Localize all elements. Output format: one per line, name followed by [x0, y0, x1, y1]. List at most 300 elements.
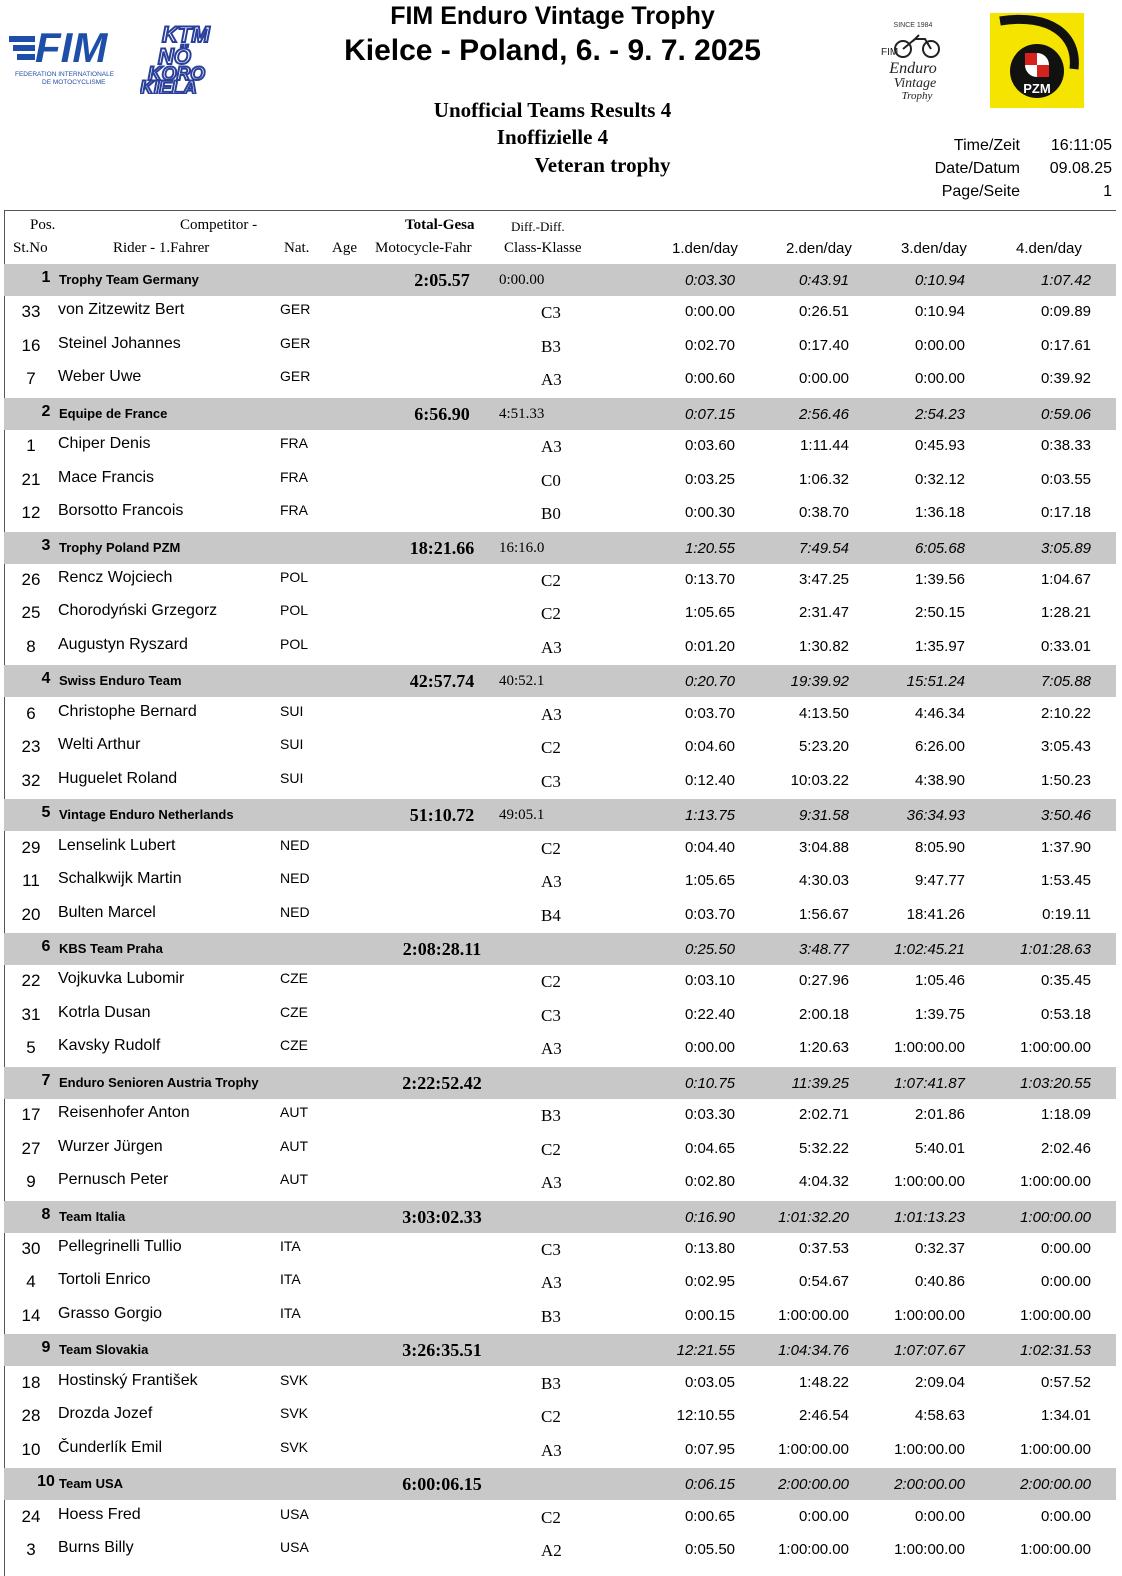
time-label: Time/Zeit	[953, 137, 1020, 154]
col-rider: Rider - 1.Fahrer	[113, 240, 210, 256]
team-row	[4, 799, 1116, 831]
col-diff: Diff.-Diff.	[511, 219, 565, 234]
rider-nation: GER	[280, 301, 311, 318]
rider-day-2: 1:00:00.00	[778, 1541, 849, 1558]
rider-start-number: 7	[26, 369, 36, 389]
rider-start-number: 27	[21, 1138, 41, 1158]
rider-nation: POL	[280, 635, 309, 652]
rider-name: Kotrla Dusan	[58, 1003, 151, 1021]
rider-start-number: 21	[21, 469, 41, 489]
team-name: Trophy Team Germany	[59, 272, 199, 287]
rider-row	[4, 766, 1116, 799]
rider-start-number: 18	[21, 1372, 41, 1392]
rider-name: Drozda Jozef	[58, 1405, 153, 1423]
rider-nation: FRA	[280, 468, 308, 485]
rider-nation: NED	[280, 903, 310, 920]
team-position: 7	[41, 1071, 51, 1089]
rider-day-2: 1:11.44	[800, 437, 849, 455]
rider-class: A3	[541, 704, 562, 724]
team-day-1: 0:07.15	[684, 405, 735, 423]
team-day-2: 11:39.25	[791, 1074, 849, 1092]
col-stno: St.No	[13, 240, 48, 256]
rider-class: B3	[541, 336, 561, 356]
rider-day-3: 1:39.56	[914, 570, 965, 588]
rider-row	[4, 1368, 1116, 1401]
rider-day-2: 1:48.22	[798, 1373, 849, 1391]
rider-day-1: 0:01.20	[684, 637, 735, 655]
rider-row	[4, 1267, 1116, 1300]
rider-nation: FRA	[280, 435, 308, 452]
rider-start-number: 29	[21, 837, 41, 857]
rider-day-2: 1:06.32	[798, 470, 849, 488]
col-day1: 1.den/day	[672, 240, 738, 257]
team-name: Trophy Poland PZM	[59, 539, 181, 555]
team-day-3: 0:10.94	[914, 272, 965, 289]
rider-row	[4, 900, 1116, 933]
rider-day-2: 2:46.54	[798, 1407, 849, 1425]
rider-nation: SVK	[280, 1438, 309, 1455]
rider-class: A3	[541, 437, 562, 457]
rider-start-number: 22	[21, 971, 41, 991]
col-age: Age	[332, 240, 357, 256]
rider-day-3: 1:00:00.00	[894, 1541, 965, 1558]
col-total: Total-Gesa	[405, 217, 475, 233]
rider-class: C2	[541, 1407, 561, 1427]
rider-name: Chorodyński Grzegorz	[58, 602, 218, 620]
team-day-2: 1:01:32.20	[778, 1208, 849, 1226]
rider-day-1: 0:03.10	[684, 972, 735, 990]
team-day-1: 0:20.70	[684, 673, 735, 691]
rider-row	[4, 498, 1116, 531]
rider-nation: AUT	[280, 1171, 308, 1188]
rider-day-2: 2:31.47	[798, 604, 849, 622]
rider-day-3: 1:36.18	[914, 504, 965, 522]
rider-row	[4, 1167, 1116, 1200]
rider-name: Grasso Gorgio	[58, 1304, 163, 1322]
rider-day-3: 0:32.12	[914, 470, 965, 488]
rider-row	[4, 1100, 1116, 1133]
rider-day-2: 10:03.22	[790, 771, 849, 789]
rider-day-2: 0:00.00	[798, 370, 849, 388]
rider-start-number: 17	[21, 1105, 41, 1125]
rider-day-2: 4:13.50	[798, 704, 849, 722]
team-day-3: 1:02:45.21	[894, 941, 965, 958]
rider-day-2: 4:04.32	[798, 1173, 849, 1191]
rider-name: Vojkuvka Lubomir	[58, 970, 185, 988]
svg-text:Enduro: Enduro	[889, 60, 937, 77]
rider-day-2: 1:30.82	[798, 637, 849, 655]
rider-day-1: 1:05.65	[684, 872, 735, 889]
svg-text:KTM: KTM	[162, 22, 210, 47]
rider-day-1: 0:22.40	[684, 1005, 735, 1023]
rider-name: Weber Uwe	[58, 368, 142, 386]
rider-day-1: 0:03.60	[684, 437, 735, 455]
rider-day-3: 1:05.46	[914, 972, 965, 990]
rider-row	[4, 866, 1116, 899]
rider-name: Hoess Fred	[58, 1505, 141, 1523]
rider-day-1: 0:03.70	[684, 905, 735, 923]
rider-start-number: 28	[21, 1406, 41, 1426]
rider-row	[4, 565, 1116, 598]
team-position: 2	[41, 402, 51, 420]
rider-class: C2	[541, 972, 561, 992]
rider-day-2: 4:30.03	[798, 872, 849, 889]
team-day-3: 6:05.68	[914, 539, 965, 557]
team-day-4: 7:05.88	[1040, 673, 1091, 691]
rider-day-1: 0:03.25	[684, 470, 735, 488]
team-diff: 49:05.1	[499, 807, 545, 824]
rider-day-1: 0:03.70	[684, 704, 735, 722]
rider-day-1: 0:00.00	[684, 303, 735, 321]
rider-row	[4, 1033, 1116, 1066]
team-row	[4, 665, 1116, 697]
rider-name: Burns Billy	[58, 1539, 134, 1556]
rider-row	[4, 1000, 1116, 1033]
rider-day-4: 0:39.92	[1040, 370, 1091, 388]
rider-row	[4, 364, 1116, 397]
rider-start-number: 12	[21, 503, 41, 523]
rider-class: C2	[541, 1507, 561, 1527]
rider-name: Schalkwijk Martin	[58, 870, 182, 887]
rider-class: C3	[541, 1005, 561, 1025]
team-day-4: 2:00:00.00	[1020, 1476, 1091, 1494]
col-competitor: Competitor -	[180, 217, 258, 233]
rider-start-number: 6	[26, 703, 36, 723]
rider-day-3: 0:00.00	[914, 336, 965, 354]
rider-row	[4, 1502, 1116, 1535]
rider-row	[4, 632, 1116, 665]
rider-day-4: 0:00.00	[1040, 1507, 1091, 1525]
team-day-2: 2:56.46	[798, 405, 849, 423]
rider-class: C2	[541, 604, 561, 624]
rider-day-4: 1:04.67	[1040, 570, 1091, 588]
rider-row	[4, 1435, 1116, 1468]
rider-row	[4, 465, 1116, 498]
rider-start-number: 1	[26, 436, 36, 456]
team-row	[4, 1468, 1116, 1500]
rider-day-3: 1:00:00.00	[894, 1173, 965, 1191]
rider-class: B3	[541, 1373, 561, 1393]
rider-day-3: 2:09.04	[914, 1373, 965, 1391]
team-total-time: 3:03:02.33	[402, 1206, 482, 1227]
rider-day-1: 0:05.50	[684, 1541, 735, 1558]
team-day-4: 1:02:31.53	[1020, 1342, 1091, 1360]
team-diff: 0:00.00	[499, 272, 545, 288]
rider-day-3: 2:50.15	[914, 604, 965, 622]
col-nat: Nat.	[284, 240, 310, 256]
rider-day-3: 1:00:00.00	[894, 1440, 965, 1458]
svg-text:Vintage: Vintage	[893, 76, 937, 91]
rider-day-4: 0:38.33	[1040, 437, 1091, 455]
team-day-1: 0:25.50	[684, 941, 735, 958]
rider-nation: CZE	[280, 1003, 308, 1020]
rider-name: von Zitzewitz Bert	[58, 301, 185, 319]
rider-name: Christophe Bernard	[58, 702, 197, 720]
rider-day-1: 0:02.80	[684, 1173, 735, 1191]
team-diff: 16:16.0	[499, 539, 545, 556]
rider-class: C2	[541, 738, 561, 758]
rider-day-4: 2:10.22	[1040, 704, 1091, 722]
rider-day-4: 1:50.23	[1040, 771, 1091, 789]
rider-day-2: 5:32.22	[798, 1139, 849, 1157]
svg-text:SINCE 1984: SINCE 1984	[893, 22, 933, 29]
rider-day-1: 0:00.00	[684, 1039, 735, 1057]
rider-day-1: 0:04.40	[684, 838, 735, 856]
rider-day-1: 0:03.30	[684, 1106, 735, 1124]
svg-text:PZM: PZM	[1023, 81, 1051, 96]
rider-day-4: 3:05.43	[1040, 738, 1091, 756]
rider-nation: CZE	[280, 970, 308, 987]
rider-class: C3	[541, 771, 561, 791]
rider-class: B4	[541, 905, 561, 925]
rider-class: C0	[541, 470, 561, 490]
rider-nation: GER	[280, 368, 311, 385]
rider-class: C2	[541, 1139, 561, 1159]
col-day3: 3.den/day	[901, 240, 967, 257]
rider-start-number: 26	[21, 569, 41, 589]
rider-day-1: 1:05.65	[684, 604, 735, 622]
team-row	[4, 264, 1116, 296]
team-name: Vintage Enduro Netherlands	[59, 807, 234, 823]
rider-start-number: 32	[21, 770, 41, 790]
rider-day-4: 0:17.18	[1040, 504, 1091, 522]
team-position: 10	[37, 1473, 55, 1491]
rider-day-3: 0:40.86	[914, 1273, 965, 1291]
rider-name: Hostinský František	[58, 1371, 198, 1389]
rider-day-1: 0:04.65	[684, 1139, 735, 1157]
rider-day-1: 0:00.65	[684, 1507, 735, 1525]
svg-text:FEDERATION INTERNATIONALE: FEDERATION INTERNATIONALE	[15, 71, 115, 78]
rider-nation: GER	[280, 334, 311, 351]
team-day-2: 19:39.92	[790, 673, 849, 691]
team-diff: 4:51.33	[499, 405, 545, 422]
col-class: Class-Klasse	[504, 240, 582, 256]
team-day-3: 36:34.93	[906, 807, 965, 825]
rider-name: Čunderlík Emil	[58, 1438, 163, 1456]
team-position: 4	[41, 670, 51, 688]
team-day-2: 7:49.54	[798, 539, 849, 557]
rider-day-2: 0:27.96	[798, 972, 849, 990]
rider-day-4: 0:00.00	[1040, 1273, 1091, 1291]
rider-class: A3	[541, 872, 562, 891]
rider-row	[4, 1234, 1116, 1267]
team-day-2: 9:31.58	[798, 807, 849, 825]
team-day-1: 0:06.15	[684, 1476, 735, 1494]
rider-day-2: 0:54.67	[798, 1273, 849, 1291]
category-title: Veteran trophy	[534, 153, 671, 177]
svg-text:Trophy: Trophy	[901, 90, 933, 102]
rider-day-1: 0:02.70	[684, 336, 735, 354]
page-label: Page/Seite	[941, 183, 1020, 200]
svg-text:FIM: FIM	[881, 47, 899, 58]
team-day-1: 1:13.75	[684, 807, 735, 825]
time-value: 16:11:05	[1050, 137, 1112, 154]
team-name: Equipe de France	[59, 405, 168, 421]
rider-day-4: 1:34.01	[1040, 1407, 1091, 1425]
rider-start-number: 16	[21, 335, 41, 355]
rider-nation: ITA	[280, 1304, 301, 1321]
rider-day-4: 1:00:00.00	[1020, 1039, 1091, 1057]
rider-day-2: 0:37.53	[798, 1239, 849, 1257]
team-day-3: 1:07:41.87	[894, 1074, 965, 1092]
rider-day-4: 1:00:00.00	[1020, 1173, 1091, 1191]
rider-name: Borsotto Francois	[58, 502, 184, 520]
team-total-time: 2:08:28.11	[402, 939, 482, 959]
rider-row	[4, 431, 1116, 464]
rider-start-number: 30	[21, 1238, 41, 1258]
rider-row	[4, 966, 1116, 999]
team-day-3: 1:01:13.23	[894, 1208, 965, 1226]
rider-day-3: 8:05.90	[914, 838, 965, 856]
col-pos: Pos.	[30, 217, 56, 233]
rider-day-2: 0:26.51	[798, 303, 849, 321]
rider-start-number: 25	[21, 603, 41, 623]
rider-day-3: 1:39.75	[914, 1005, 965, 1023]
rider-class: A3	[541, 1273, 562, 1293]
team-position: 3	[41, 536, 51, 554]
rider-row	[4, 331, 1116, 364]
rider-name: Chiper Denis	[58, 435, 151, 453]
team-total-time: 51:10.72	[409, 805, 475, 826]
rider-nation: USA	[280, 1539, 309, 1555]
rider-nation: NED	[280, 836, 310, 853]
rider-class: B3	[541, 1106, 561, 1126]
team-total-time: 6:56.90	[414, 403, 470, 424]
team-row	[4, 933, 1116, 965]
rider-day-2: 1:20.63	[798, 1039, 849, 1057]
rider-start-number: 3	[26, 1540, 36, 1559]
rider-start-number: 23	[21, 737, 41, 757]
team-day-4: 1:03:20.55	[1020, 1074, 1091, 1092]
team-diff: 40:52.1	[499, 673, 545, 690]
rider-name: Kavsky Rudolf	[58, 1037, 161, 1055]
rider-start-number: 14	[21, 1305, 41, 1325]
rider-day-3: 4:46.34	[914, 704, 965, 722]
rider-day-2: 3:04.88	[798, 838, 849, 856]
rider-day-4: 1:53.45	[1040, 872, 1091, 889]
team-position: 9	[41, 1339, 51, 1357]
rider-day-3: 0:00.00	[914, 1507, 965, 1525]
rider-day-1: 0:02.95	[684, 1273, 735, 1291]
team-day-4: 1:01:28.63	[1020, 941, 1091, 958]
rider-day-1: 0:03.05	[684, 1373, 735, 1391]
team-name: Team USA	[59, 1476, 124, 1492]
rider-day-1: 12:10.55	[676, 1407, 735, 1425]
rider-day-4: 0:17.61	[1040, 336, 1091, 354]
team-total-time: 3:26:35.51	[402, 1340, 482, 1361]
rider-row	[4, 1535, 1116, 1568]
rider-day-4: 1:28.21	[1040, 604, 1091, 622]
rider-row	[4, 297, 1116, 330]
rider-start-number: 9	[26, 1172, 36, 1192]
team-name: Swiss Enduro Team	[59, 673, 182, 689]
results-title: Unofficial Teams Results 4	[433, 98, 672, 122]
rider-nation: POL	[280, 602, 309, 619]
rider-nation: CZE	[280, 1037, 308, 1054]
team-day-1: 0:16.90	[684, 1208, 735, 1226]
rider-day-4: 0:09.89	[1040, 303, 1091, 321]
team-day-2: 2:00:00.00	[778, 1476, 849, 1494]
rider-name: Huguelet Roland	[58, 769, 178, 787]
rider-day-3: 4:38.90	[914, 771, 965, 789]
rider-day-2: 0:38.70	[798, 504, 849, 522]
rider-day-2: 2:02.71	[798, 1106, 849, 1124]
rider-row	[4, 1301, 1116, 1334]
team-day-4: 3:05.89	[1040, 539, 1091, 557]
svg-text:KIELA: KIELA	[140, 78, 197, 94]
rider-nation: AUT	[280, 1104, 308, 1121]
rider-class: A3	[541, 1039, 562, 1059]
rider-class: A2	[541, 1541, 562, 1560]
rider-class: C2	[541, 838, 561, 858]
rider-name: Welti Arthur	[58, 736, 141, 754]
rider-nation: ITA	[280, 1237, 301, 1254]
team-total-time: 18:21.66	[409, 537, 475, 558]
rider-row	[4, 699, 1116, 732]
team-day-3: 1:07:07.67	[894, 1342, 965, 1360]
rider-class: A3	[541, 637, 562, 657]
team-day-4: 3:50.46	[1040, 807, 1091, 825]
col-day4: 4.den/day	[1016, 240, 1082, 257]
team-row	[4, 532, 1116, 564]
rider-class: C2	[541, 570, 561, 590]
rider-name: Bulten Marcel	[58, 903, 156, 921]
team-total-time: 2:05.57	[414, 270, 470, 290]
rider-nation: AUT	[280, 1137, 308, 1154]
rider-class: A3	[541, 1173, 562, 1193]
rider-day-3: 9:47.77	[914, 872, 965, 889]
team-total-time: 2:22:52.42	[402, 1072, 482, 1093]
rider-start-number: 33	[21, 302, 41, 322]
rider-day-3: 6:26.00	[914, 738, 965, 756]
team-day-3: 2:00:00.00	[894, 1476, 965, 1494]
rider-class: A3	[541, 370, 562, 390]
rider-name: Pellegrinelli Tullio	[58, 1237, 182, 1255]
rider-nation: SVK	[280, 1371, 309, 1388]
rider-day-1: 0:13.70	[684, 570, 735, 588]
rider-nation: SUI	[280, 736, 304, 753]
rider-day-2: 3:47.25	[798, 570, 849, 588]
rider-day-4: 1:00:00.00	[1020, 1306, 1091, 1324]
team-position: 5	[41, 804, 51, 822]
rider-day-4: 0:19.11	[1042, 905, 1091, 923]
rider-day-4: 2:02.46	[1040, 1139, 1091, 1157]
rider-class: C3	[541, 1239, 561, 1259]
team-total-time: 6:00:06.15	[402, 1474, 482, 1495]
team-day-1: 0:10.75	[684, 1074, 735, 1092]
rider-day-4: 1:37.90	[1040, 838, 1091, 856]
rider-nation: FRA	[280, 502, 308, 519]
rider-day-1: 0:12.40	[684, 771, 735, 789]
col-day2: 2.den/day	[786, 240, 852, 257]
team-day-4: 1:07.42	[1040, 272, 1091, 289]
team-position: 8	[41, 1205, 51, 1223]
team-day-2: 0:43.91	[798, 272, 849, 289]
rider-day-3: 5:40.01	[914, 1139, 965, 1157]
rider-day-1: 0:00.15	[684, 1306, 735, 1324]
rider-start-number: 31	[21, 1004, 41, 1024]
rider-day-3: 0:10.94	[914, 303, 965, 321]
team-day-1: 0:03.30	[684, 272, 735, 289]
rider-day-4: 0:03.55	[1040, 470, 1091, 488]
team-row	[4, 1067, 1116, 1099]
rider-nation: POL	[280, 568, 309, 585]
svg-text:FIM: FIM	[35, 24, 108, 71]
rider-day-3: 4:58.63	[914, 1407, 965, 1425]
rider-day-2: 0:17.40	[798, 336, 849, 354]
team-total-time: 42:57.74	[409, 671, 475, 692]
col-moto: Motocycle-Fahr	[375, 240, 472, 256]
